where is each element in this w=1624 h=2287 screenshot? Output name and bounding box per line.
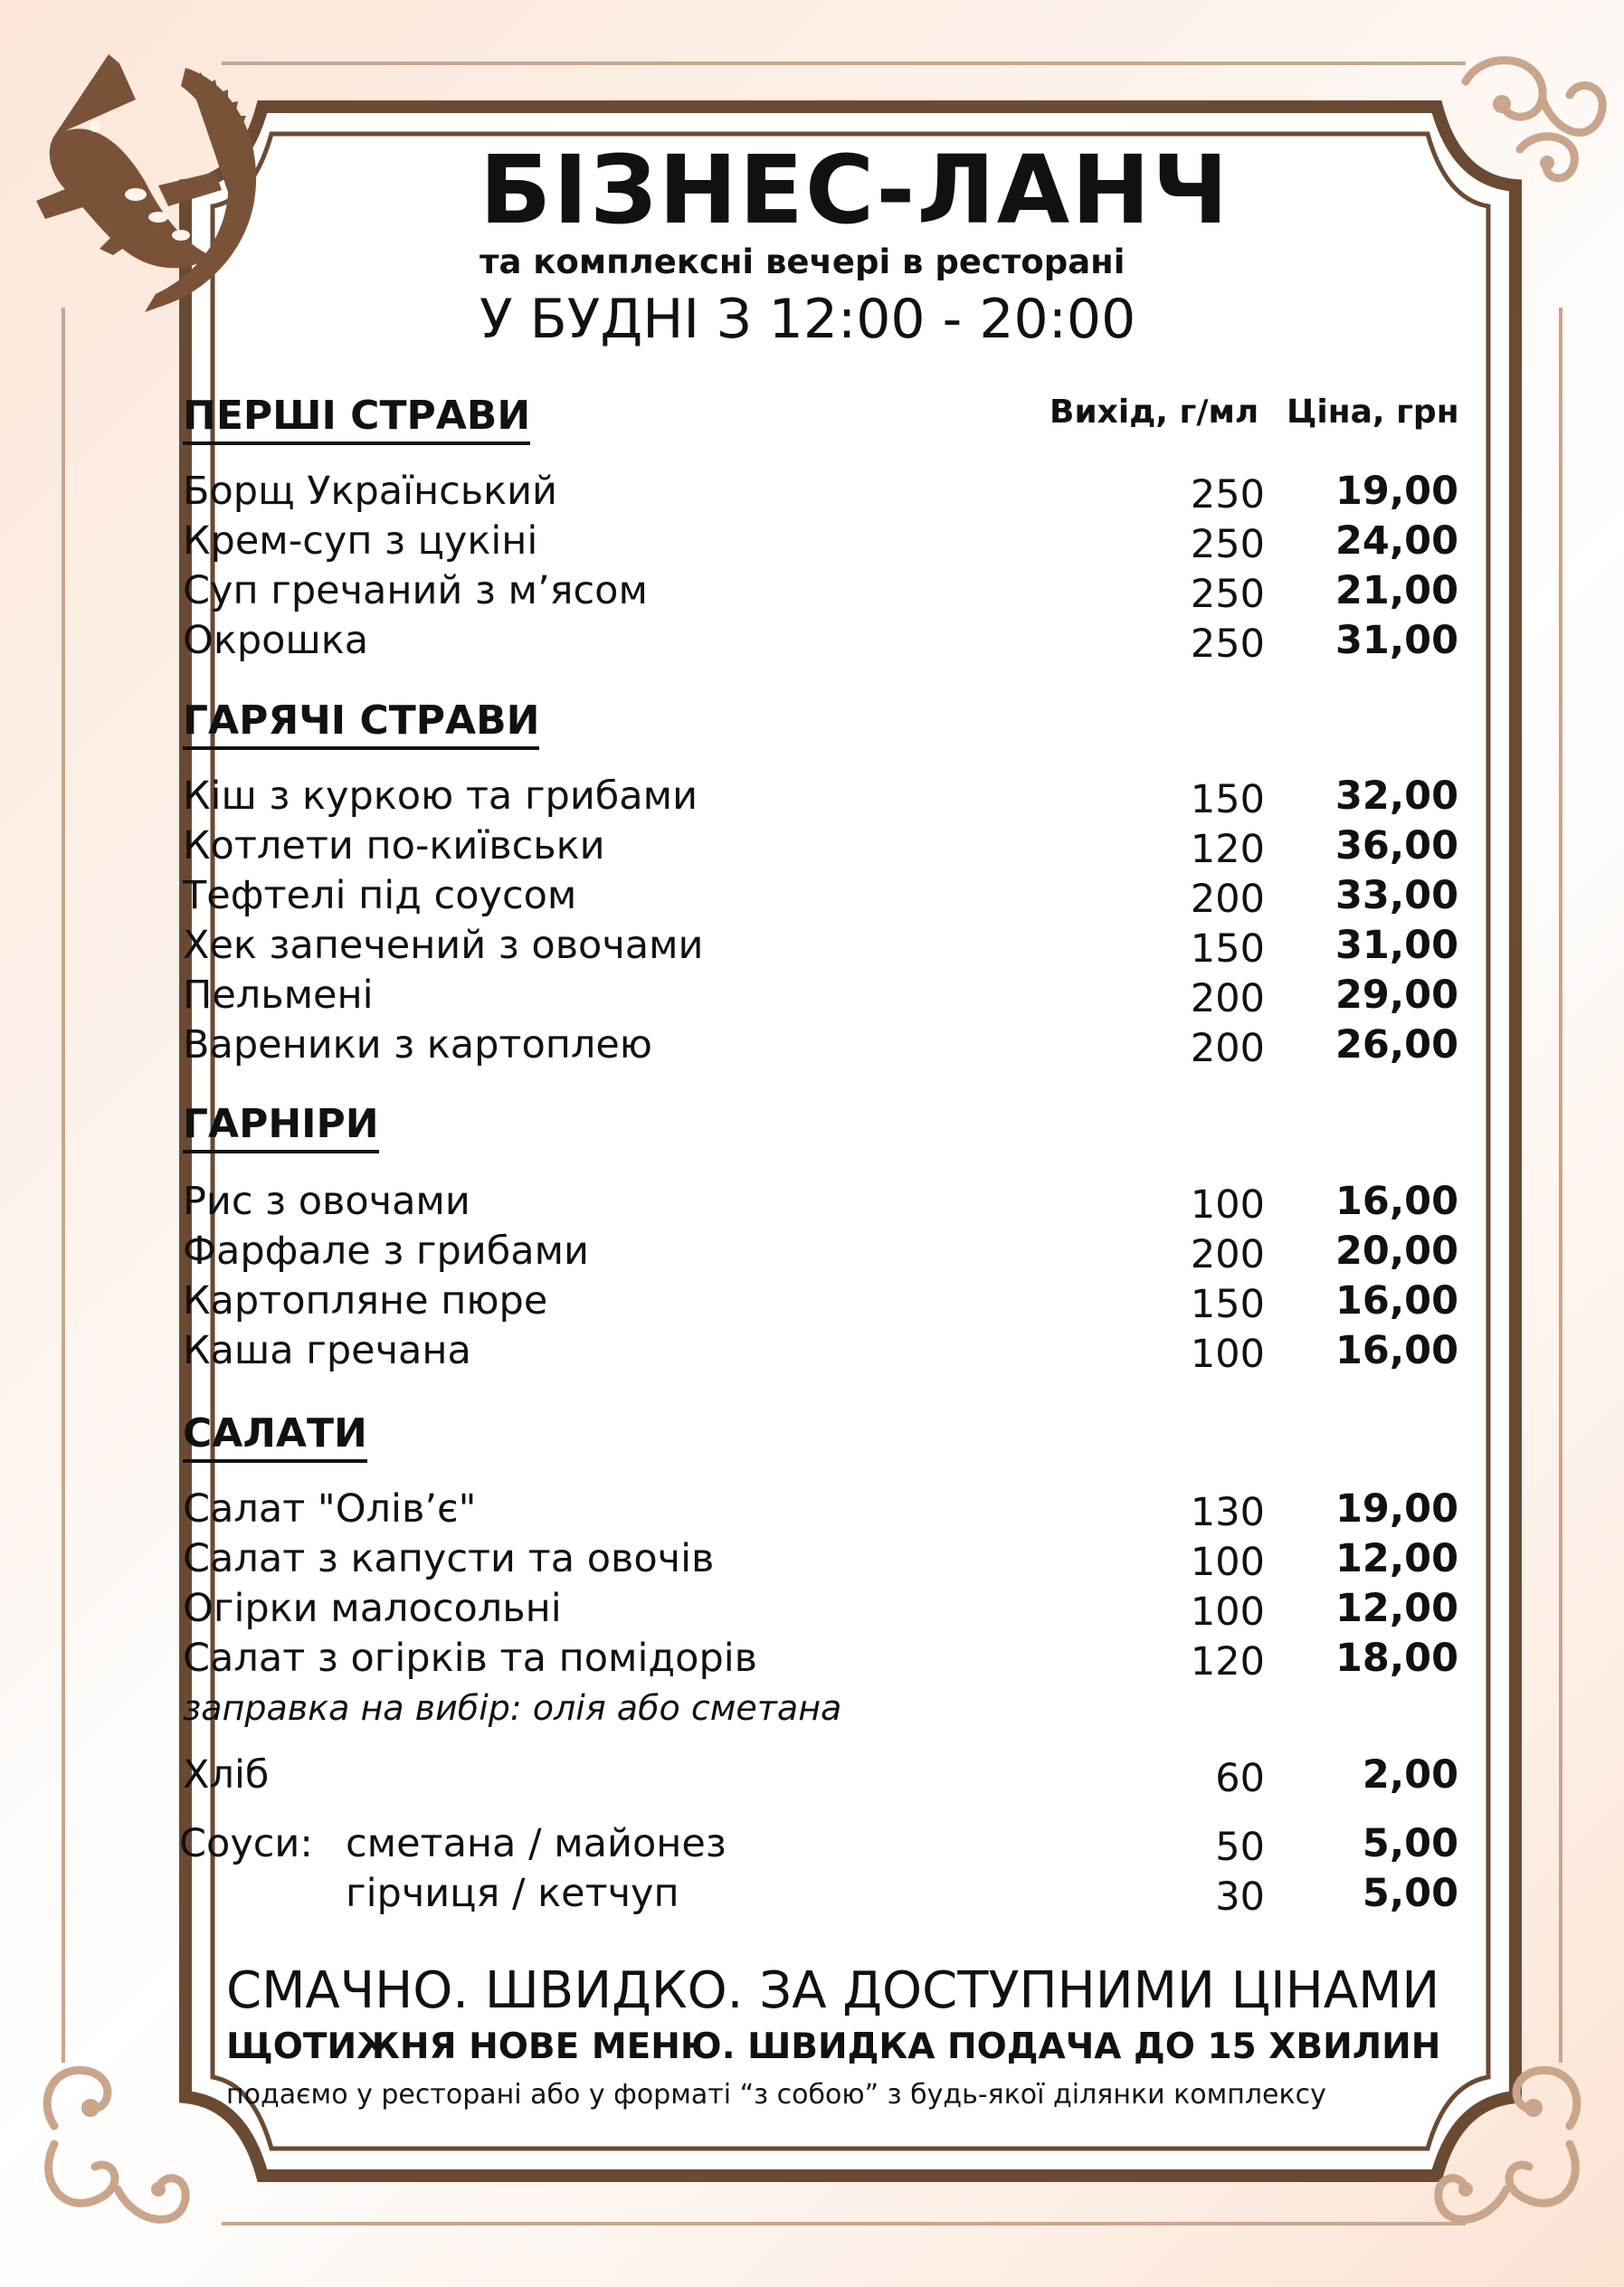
menu-item <box>183 823 1458 873</box>
menu-item-weight: 100 <box>1190 1182 1265 1228</box>
menu-item-weight: 250 <box>1190 522 1265 567</box>
opening-hours: У БУДНІ З 12:00 - 20:00 <box>480 288 1136 351</box>
menu-item <box>183 1278 1458 1328</box>
menu-item-price: 16,00 <box>1334 1328 1458 1373</box>
section-title-first-courses: ПЕРШІ СТРАВИ <box>183 394 530 445</box>
page-subtitle: та комплексні вечері в ресторані <box>480 242 1125 281</box>
footer-weekly-menu: ЩОТИЖНЯ НОВЕ МЕНЮ. ШВИДКА ПОДАЧА ДО 15 ХВИЛИН <box>226 2026 1441 2067</box>
sauces-label: Соуси: <box>179 1821 313 1866</box>
corner-ornament-top-right <box>1466 61 1602 178</box>
section-title-salads: САЛАТИ <box>183 1411 367 1463</box>
menu-item-name: сметана / майонез <box>346 1821 727 1866</box>
menu-item-weight: 150 <box>1190 777 1265 822</box>
menu-item-weight: 250 <box>1190 472 1265 517</box>
menu-item-name: Салат "Олів’є" <box>183 1486 477 1532</box>
menu-item-name: Салат з капусти та овочів <box>183 1536 715 1581</box>
menu-item <box>183 518 1458 568</box>
column-header-weight: Вихід, г/мл <box>1049 394 1259 431</box>
menu-item-weight: 120 <box>1190 827 1265 872</box>
menu-item <box>183 773 1458 823</box>
menu-item-weight: 200 <box>1190 1026 1265 1071</box>
menu-item-price: 18,00 <box>1334 1636 1458 1681</box>
menu-item-name: Окрошка <box>183 618 369 663</box>
menu-item-sauce <box>183 1821 1458 1871</box>
menu-item-price: 16,00 <box>1334 1179 1458 1224</box>
menu-item-name: Крем-суп з цукіні <box>183 518 538 564</box>
menu-item-name: Пельмені <box>183 973 374 1018</box>
corner-ornament-bottom-left <box>47 2070 185 2219</box>
menu-item-price: 19,00 <box>1334 1486 1458 1532</box>
footer-slogan: СМАЧНО. ШВИДКО. ЗА ДОСТУПНИМИ ЦІНАМИ <box>226 1961 1440 2020</box>
menu-item <box>183 1486 1458 1536</box>
menu-item-weight: 200 <box>1190 1232 1265 1277</box>
menu-item-weight: 200 <box>1190 976 1265 1021</box>
menu-item-weight: 250 <box>1190 572 1265 617</box>
menu-item-price: 16,00 <box>1334 1278 1458 1324</box>
menu-item-weight: 150 <box>1190 926 1265 972</box>
menu-item-name: Тефтелі під соусом <box>183 873 577 918</box>
menu-item-price: 29,00 <box>1334 973 1458 1018</box>
menu-item <box>183 1179 1458 1229</box>
menu-item-name: Огірки малосольні <box>183 1586 562 1631</box>
column-header-price: Ціна, грн <box>1287 394 1459 431</box>
menu-item <box>183 1229 1458 1278</box>
menu-item-weight: 60 <box>1215 1756 1265 1801</box>
menu-item <box>183 1328 1458 1378</box>
menu-item-name: Котлети по-київськи <box>183 823 605 868</box>
menu-item-price: 24,00 <box>1334 518 1458 564</box>
menu-item-name: Салат з огірків та помідорів <box>183 1636 758 1681</box>
menu-item <box>183 1586 1458 1636</box>
salad-dressing-note: заправка на вибір: олія або сметана <box>183 1688 842 1728</box>
menu-item-name: Вареники з картоплею <box>183 1022 653 1068</box>
menu-item-price: 5,00 <box>1362 1821 1458 1866</box>
menu-item-name: Хліб <box>183 1752 270 1798</box>
page-title: БІЗНЕС-ЛАНЧ <box>480 135 1230 245</box>
menu-item-weight: 130 <box>1190 1490 1265 1535</box>
footer-service-note: подаємо у ресторані або у форматі “з собою” з будь-якої ділянки комплексу <box>226 2079 1326 2111</box>
menu-item <box>183 1536 1458 1586</box>
menu-item-weight: 50 <box>1215 1825 1265 1870</box>
menu-item-weight: 250 <box>1190 622 1265 667</box>
menu-item-price: 20,00 <box>1334 1229 1458 1274</box>
menu-item-name: Хек запечений з овочами <box>183 923 704 968</box>
menu-item <box>183 469 1458 518</box>
menu-item-price: 32,00 <box>1334 773 1458 819</box>
menu-item <box>183 568 1458 618</box>
menu-item-name: Борщ Український <box>183 469 558 514</box>
menu-item <box>183 923 1458 973</box>
menu-item-sauce <box>183 1871 1458 1921</box>
menu-item-name: гірчиця / кетчуп <box>346 1871 679 1916</box>
menu-item-name: Каша гречана <box>183 1328 471 1373</box>
menu-item-price: 26,00 <box>1334 1022 1458 1068</box>
menu-item <box>183 618 1458 668</box>
menu-item-name: Рис з овочами <box>183 1179 470 1224</box>
menu-item-weight: 100 <box>1190 1332 1265 1377</box>
menu-item-price: 31,00 <box>1334 923 1458 968</box>
menu-item-weight: 120 <box>1190 1639 1265 1684</box>
menu-item <box>183 973 1458 1022</box>
menu-item-name: Картопляне пюре <box>183 1278 548 1324</box>
menu-item-price: 12,00 <box>1334 1536 1458 1581</box>
menu-item <box>183 1636 1458 1685</box>
menu-item-name: Фарфале з грибами <box>183 1229 590 1274</box>
menu-item-weight: 100 <box>1190 1540 1265 1585</box>
menu-item-price: 36,00 <box>1334 823 1458 868</box>
section-title-side-dishes: ГАРНІРИ <box>183 1102 379 1153</box>
menu-item-price: 5,00 <box>1362 1871 1458 1916</box>
menu-item-weight: 200 <box>1190 877 1265 922</box>
menu-item-price: 21,00 <box>1334 568 1458 613</box>
menu-item <box>183 873 1458 923</box>
menu-item-price: 12,00 <box>1334 1586 1458 1631</box>
section-title-hot-dishes: ГАРЯЧІ СТРАВИ <box>183 698 539 750</box>
menu-item-name: Кіш з куркою та грибами <box>183 773 698 819</box>
menu-item-weight: 150 <box>1190 1282 1265 1327</box>
menu-item-weight: 30 <box>1215 1874 1265 1920</box>
menu-item-price: 33,00 <box>1334 873 1458 918</box>
menu-item-bread <box>183 1752 1458 1802</box>
menu-item-price: 31,00 <box>1334 618 1458 663</box>
menu-item-price: 19,00 <box>1334 469 1458 514</box>
menu-item-price: 2,00 <box>1362 1752 1458 1798</box>
menu-item-name: Суп гречаний з м’ясом <box>183 568 648 613</box>
menu-item <box>183 1022 1458 1072</box>
menu-item-weight: 100 <box>1190 1590 1265 1635</box>
